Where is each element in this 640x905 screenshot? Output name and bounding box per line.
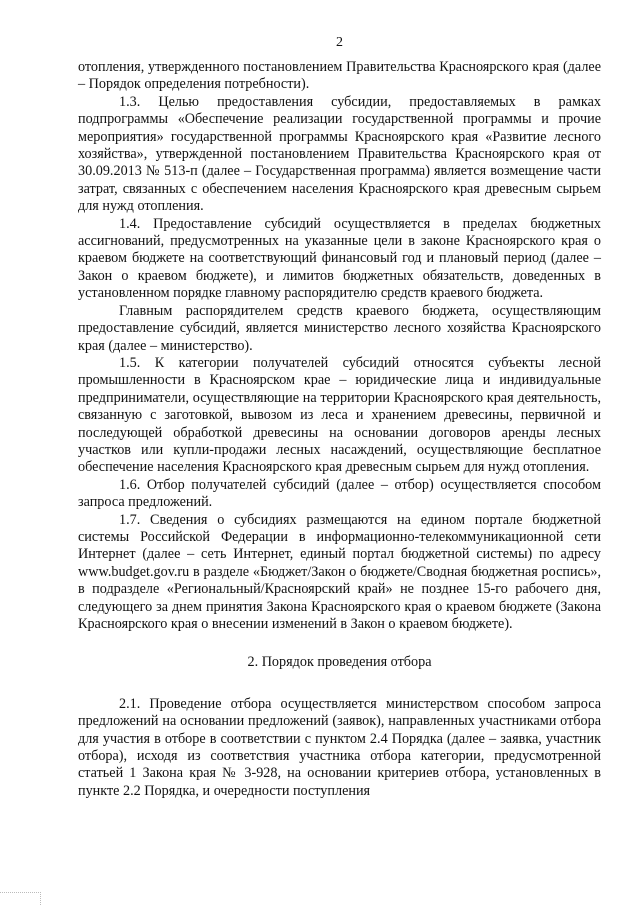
paragraph: 1.3. Целью предоставления субсидии, предоставляемых в рамках подпрограммы «Обеспечение реализации государственной программы и прочие мероприятия» государственной программы Красноярского края «Развитие лесного хозяйства», утвержденной постановлением Правительства Красноярского края от 30.09.2013 № 513-п (далее – Государственная программа) является возмещение части затрат, связанных с обеспечением населения Красноярского края древесным сырьем для нужд отопления. xyxy=(78,93,601,215)
paragraph: отопления, утвержденного постановлением Правительства Красноярского края (далее – Порядок определения потребности). xyxy=(78,59,601,93)
paragraph: 1.5. К категории получателей субсидий относятся субъекты лесной промышленности в Красноярском крае – юридические лица и индивидуальные предприниматели, осуществляющие на территории Красноярского края деятельность, связанную с заготовкой, вывозом из леса и хранением древесины, первичной и последующей обработкой древесины на основании договоров аренды лесных участков или купли-продажи лесных насаждений, осуществляющие бесплатное обеспечение населения Красноярского края древесным сырьем для нужд отопления. xyxy=(78,354,601,476)
paragraph: 1.6. Отбор получателей субсидий (далее – отбор) осуществляется способом запроса предложений. xyxy=(78,476,601,511)
paragraph: 2.1. Проведение отбора осуществляется министерством способом запроса предложений на основании предложений (заявок), направленных участниками отбора для участия в отборе в соответствии с пунктом 2.4 Порядка (далее – заявка, участник отбора), исходя из соответствия участника отбора категории, предусмотренной статьей 1 Закона края № 3-928, на основании критериев отбора, установленных в пункте 2.2 Порядка, и очередности поступления xyxy=(78,695,601,799)
paragraphs-after-heading xyxy=(78,696,601,800)
paragraph: 1.4. Предоставление субсидий осуществляется в пределах бюджетных ассигнований, предусмотренных на указанные цели в законе Красноярского края о краевом бюджете на соответствующий финансовый год и плановый период (далее – Закон о краевом бюджете), и лимитов бюджетных обязательств, доведенных в установленном порядке главному распорядителю средств краевого бюджета. xyxy=(78,215,601,302)
page-number: 2 xyxy=(336,35,343,50)
scan-edge-mark xyxy=(0,892,41,905)
section-heading: 2. Порядок проведения отбора xyxy=(247,654,432,671)
paragraph: Главным распорядителем средств краевого бюджета, осуществляющим предоставление субсидий, является министерство лесного хозяйства Красноярского края (далее – министерство). xyxy=(78,302,601,354)
paragraph: 1.7. Сведения о субсидиях размещаются на едином портале бюджетной системы Российской Федерации в информационно-телекоммуникационной сети Интернет (далее – сеть Интернет, единый портал бюджетной системы) по адресу www.budget.gov.ru в разделе «Бюджет/Закон о бюджете/Сводная бюджетная роспись», в подразделе «Региональный/Красноярский край» не позднее 15-го рабочего дня, следующего за днем принятия Закона Красноярского края о краевом бюджете (Закона Красноярского края о внесении изменений в Закон о краевом бюджете). xyxy=(78,511,601,632)
paragraphs-before-heading xyxy=(78,59,601,633)
